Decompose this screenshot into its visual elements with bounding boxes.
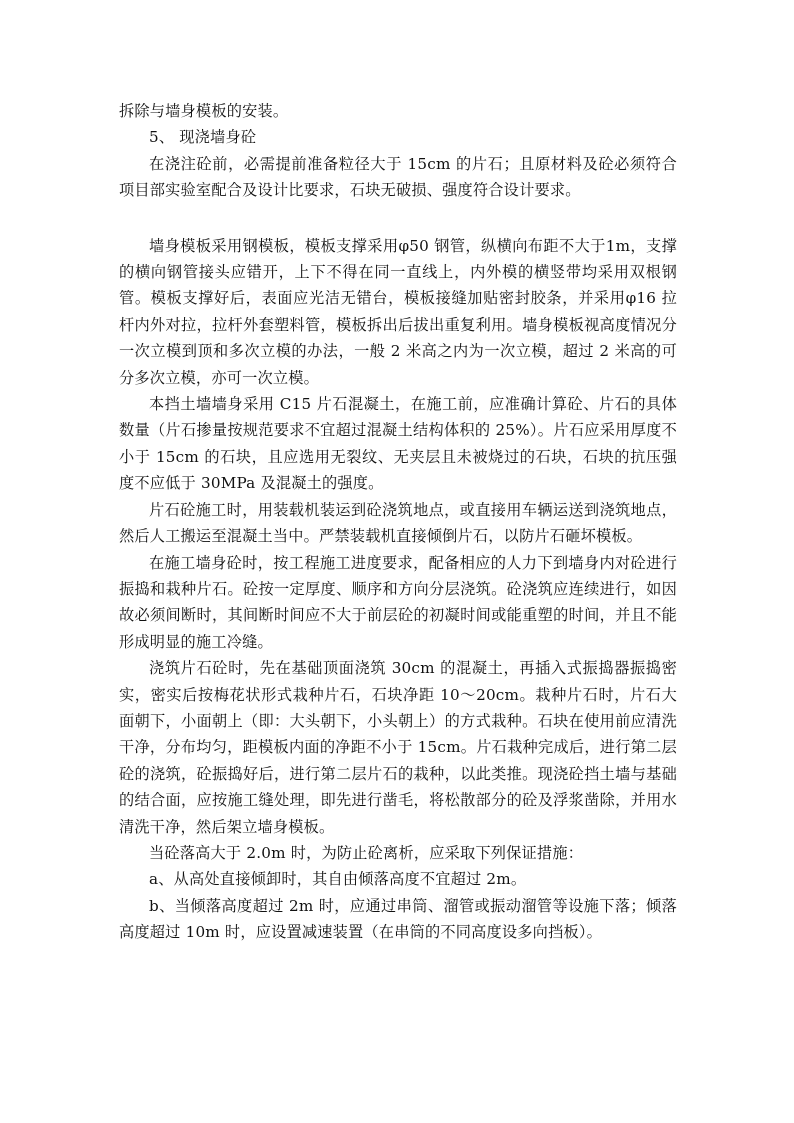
paragraph-rubble-transport: 片石砼施工时，用装载机装运到砼浇筑地点，或直接用车辆运送到浇筑地点，然后人工搬运至混凝土当中。严禁装载机直接倾倒片石，以防片石砸坏模板。 [119,500,677,546]
list-item-b: b、当倾落高度超过 2m 时，应通过串筒、溜管或振动溜管等设施下落；倾落高度超过 10m 时，应设置减速装置（在串筒的不同高度设多向挡板）。 [119,896,677,942]
section-heading-cast-wall: 5、 现浇墙身砼 [149,128,257,147]
paragraph-formwork: 墙身模板采用钢模板，模板支撑采用φ50 钢管，纵横向布距不大于1m，支撑的横向钢管接头应错开，上下不得在同一直线上，内外模的横竖带均采用双根钢管。模板支撑好后，表面应光洁无错台，模板接缝加贴密封胶条，并采用φ16 拉杆内外对拉，拉杆外套塑料管，模板拆出后拔出重复利用。墙身模板视高度情况分一次立模到顶和多次立模的办法，一般 2 米高之内为一次立模，超过 2 米高的可分多次立模，亦可一次立模。 [119,236,677,387]
paragraph-removal-note: 拆除与墙身模板的安装。 [119,102,289,120]
list-item-a: a、从高处直接倾卸时，其自由倾落高度不宜超过 2m。 [149,870,527,889]
paragraph-spacer [119,204,677,233]
paragraph-vibration: 在施工墙身砼时，按工程施工进度要求，配备相应的人力下到墙身内对砼进行振捣和栽种片石。砼按一定厚度、顺序和方向分层浇筑。砼浇筑应连续进行，如因故必须间断时，其间断时间应不大于前层砼的初凝时间或能重塑的时间，并且不能形成明显的施工冷缝。 [119,553,677,651]
paragraph-drop-height: 当砼落高大于 2.0m 时，为防止砼离析，应采取下列保证措施： [149,843,584,862]
document-body [119,98,677,946]
paragraph-pre-pour: 在浇注砼前，必需提前准备粒径大于 15cm 的片石；且原材料及砼必须符合项目部实验室配合及设计比要求，石块无破损、强度符合设计要求。 [119,154,677,200]
paragraph-concrete-spec: 本挡土墙墙身采用 C15 片石混凝土，在施工前，应准确计算砼、片石的具体数量（片石掺量按规范要求不宜超过混凝土结构体积的 25%）。片石应采用厚度不小于 15cm 的石块，且应选用无裂纹、无夹层且未被烧过的石块，石块的抗压强度不应低于 30MPa 及混凝土的强度。 [119,395,677,493]
paragraph-pouring-method: 浇筑片石砼时，先在基础顶面浇筑 30cm 的混凝土，再插入式振捣器振捣密实，密实后按梅花状形式栽种片石，石块净距 10～20cm。栽种片石时，片石大面朝下，小面朝上（即：大头朝下，小头朝上）的方式栽种。石块在使用前应清洗干净，分布均匀，距模板内面的净距不小于 15cm。片石栽种完成后，进行第二层砼的浇筑，砼振捣好后，进行第二层片石的栽种，以此类推。现浇砼挡土墙与基础的结合面，应按施工缝处理，即先进行凿毛，将松散部分的砼及浮浆凿除，并用水清洗干净，然后架立墙身模板。 [119,659,677,836]
